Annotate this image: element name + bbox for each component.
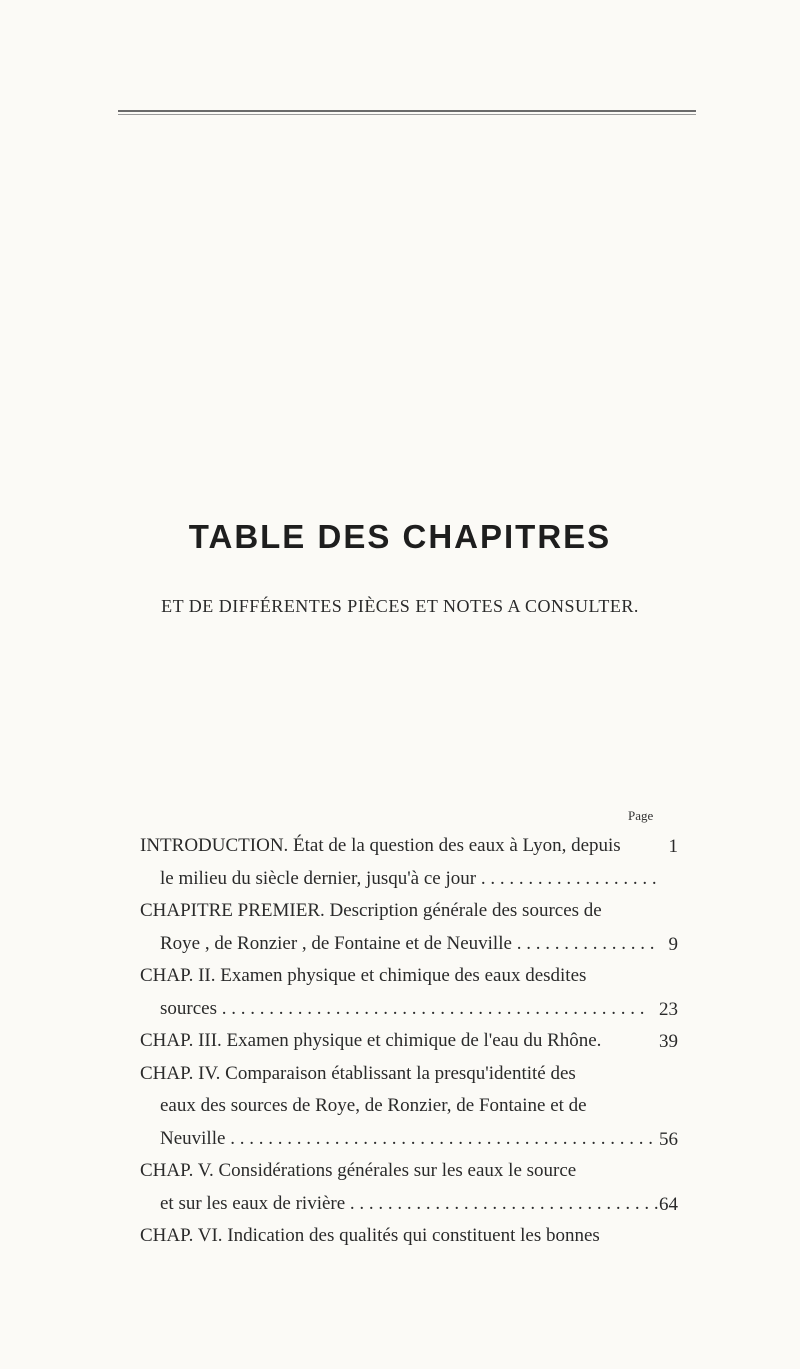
- page-number: 1: [668, 836, 678, 857]
- page-number: 23: [659, 999, 678, 1020]
- toc-entry-chapter-2[interactable]: [140, 960, 660, 1025]
- toc-entry-text-continued: Neuville . . .: [140, 1123, 660, 1156]
- toc-entry-text-continued: le milieu du siècle dernier, jusqu'à ce jour . . .: [140, 863, 660, 896]
- page-title: TABLE DES CHAPITRES: [188, 518, 612, 555]
- toc-entry-text: INTRODUCTION. État de la question des eaux à Lyon, depuis: [140, 835, 621, 856]
- toc-entry-chapter-6[interactable]: [140, 1220, 660, 1253]
- toc-entry-text: CHAP. VI. Indication des qualités qui constituent les bonnes: [140, 1225, 600, 1246]
- toc-entry-introduction[interactable]: [140, 830, 660, 895]
- page-column-header: Page: [628, 808, 654, 823]
- toc-entry-text-continued: sources . . .: [140, 993, 660, 1026]
- page-number: 39: [659, 1031, 678, 1052]
- toc-entry-chapter-3[interactable]: [140, 1025, 660, 1058]
- page-number: 9: [668, 934, 678, 955]
- toc-entry-text: CHAP. V. Considérations générales sur les eaux le source: [140, 1160, 577, 1181]
- top-rule-thin: [118, 114, 696, 115]
- toc-entry-text-continued: Roye , de Ronzier , de Fontaine et de Neuville . . .: [140, 928, 660, 961]
- toc-entry-text-continued: eaux des sources de Roye, de Ronzier, de Fontaine et de: [160, 1095, 587, 1116]
- toc-entry-chapter-5[interactable]: [140, 1155, 660, 1220]
- toc-entry-text: CHAP. II. Examen physique et chimique des eaux desdites: [140, 965, 587, 986]
- page-subtitle: ET DE DIFFÉRENTES PIÈCES ET NOTES A CONSULTER.: [161, 596, 639, 616]
- page-number: 64: [659, 1194, 678, 1215]
- toc-entry-chapter-4[interactable]: [140, 1058, 660, 1156]
- page-number: 56: [659, 1129, 678, 1150]
- toc-entry-text: CHAPITRE PREMIER. Description générale des sources de: [140, 900, 602, 921]
- toc-entry-text: CHAP. IV. Comparaison établissant la presqu'identité des: [140, 1062, 576, 1084]
- toc-entry-text: CHAP. III. Examen physique et chimique de l'eau du Rhône.: [140, 1030, 602, 1051]
- toc-entry-chapter-1[interactable]: [140, 895, 660, 960]
- table-of-contents: [140, 830, 660, 1253]
- top-rule: [118, 110, 696, 112]
- toc-entry-text-continued: et sur les eaux de rivière . . .: [140, 1188, 660, 1221]
